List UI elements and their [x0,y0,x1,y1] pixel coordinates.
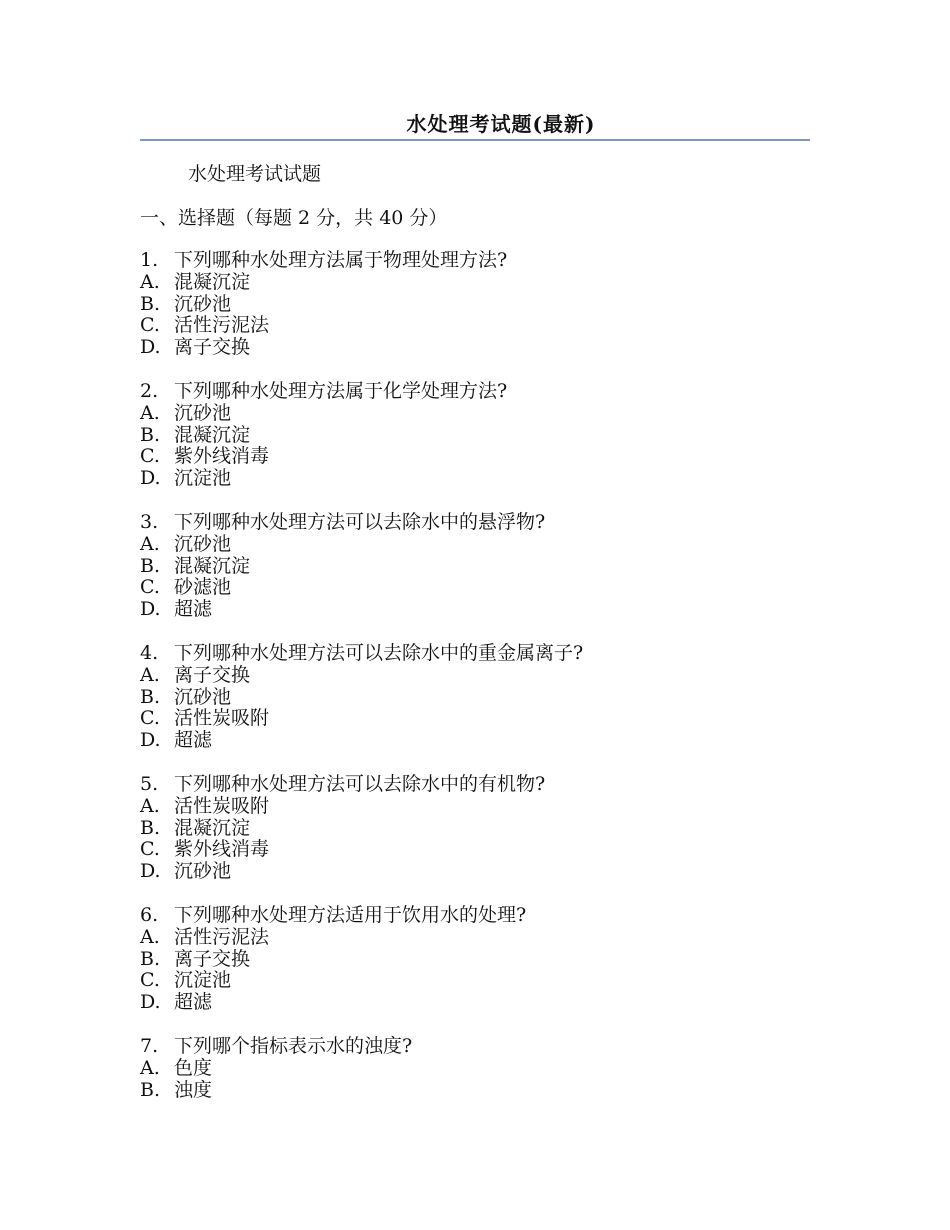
option-text: 离子交换 [174,663,251,686]
answer-option [140,796,810,818]
section-heading: 一、选择题（每题 2 分，共 40 分） [140,207,448,229]
answer-option [140,861,810,883]
question-number: 2. [140,379,159,402]
option-letter: A. [140,794,160,817]
question-item [140,774,810,883]
option-letter: D. [140,729,161,752]
question-list [140,250,810,1101]
answer-option [140,534,810,556]
question-text: 下列哪种水处理方法适用于饮用水的处理? [174,903,527,926]
answer-option [140,577,810,599]
answer-option [140,665,810,687]
answer-option [140,556,810,578]
option-text: 沉淀池 [174,467,232,490]
option-letter: C. [140,707,160,730]
answer-option [140,446,810,468]
document-body [140,160,810,1123]
answer-option [140,294,810,316]
answer-option [140,599,810,621]
option-letter: B. [140,292,161,315]
question-item [140,643,810,752]
question-text: 下列哪种水处理方法可以去除水中的悬浮物? [174,510,546,533]
option-letter: A. [140,401,160,424]
exam-subtitle: 水处理考试试题 [188,163,322,185]
answer-option [140,708,810,730]
option-letter: C. [140,576,160,599]
option-text: 沉淀池 [174,969,232,992]
option-text: 浊度 [174,1078,213,1101]
option-letter: D. [140,991,161,1014]
option-letter: C. [140,314,160,337]
option-text: 沉砂池 [174,860,232,883]
question-number: 6. [140,903,159,926]
option-text: 沉砂池 [174,685,232,708]
question-text-line [140,381,810,403]
answer-option [140,839,810,861]
option-letter: B. [140,816,161,839]
question-number: 7. [140,1034,159,1057]
option-letter: B. [140,423,161,446]
option-letter: D. [140,598,161,621]
option-letter: B. [140,947,161,970]
option-text: 混凝沉淀 [174,270,251,293]
option-letter: A. [140,270,160,293]
option-text: 超滤 [174,991,213,1014]
option-letter: D. [140,336,161,359]
option-letter: D. [140,860,161,883]
option-letter: A. [140,663,160,686]
option-letter: D. [140,467,161,490]
option-text: 离子交换 [174,947,251,970]
question-number: 4. [140,641,159,664]
option-text: 砂滤池 [174,576,232,599]
answer-option [140,730,810,752]
question-text-line [140,512,810,534]
option-text: 活性污泥法 [174,925,270,948]
answer-option [140,687,810,709]
option-text: 混凝沉淀 [174,816,251,839]
question-text: 下列哪种水处理方法可以去除水中的有机物? [174,772,546,795]
answer-option [140,272,810,294]
question-item [140,250,810,359]
question-text: 下列哪个指标表示水的浊度? [174,1034,413,1057]
option-text: 色度 [174,1056,213,1079]
answer-option [140,337,810,359]
option-letter: C. [140,445,160,468]
answer-option [140,1080,810,1102]
answer-option [140,403,810,425]
option-text: 紫外线消毒 [174,838,270,861]
option-letter: B. [140,685,161,708]
question-item [140,381,810,490]
answer-option [140,927,810,949]
question-item [140,512,810,621]
option-letter: A. [140,532,160,555]
document-title: 水处理考试题(最新) [406,112,596,136]
question-text-line [140,774,810,796]
question-number: 1. [140,249,159,271]
option-text: 离子交换 [174,336,251,359]
question-text-line [140,1036,810,1058]
option-letter: C. [140,969,160,992]
answer-option [140,949,810,971]
answer-option [140,468,810,490]
title-underline [140,139,810,141]
answer-option [140,970,810,992]
option-text: 沉砂池 [174,292,232,315]
option-text: 超滤 [174,598,213,621]
question-text: 下列哪种水处理方法可以去除水中的重金属离子? [174,641,584,664]
option-text: 混凝沉淀 [174,423,251,446]
option-text: 紫外线消毒 [174,445,270,468]
option-letter: B. [140,554,161,577]
question-item [140,905,810,1014]
option-text: 活性炭吸附 [174,794,270,817]
option-text: 活性炭吸附 [174,707,270,730]
answer-option [140,425,810,447]
option-letter: C. [140,838,160,861]
question-text: 下列哪种水处理方法属于化学处理方法? [174,379,508,402]
option-letter: B. [140,1078,161,1101]
question-text-line [140,643,810,665]
option-text: 活性污泥法 [174,314,270,337]
question-number: 3. [140,510,159,533]
question-text: 下列哪种水处理方法属于物理处理方法? [174,249,508,271]
option-text: 沉砂池 [174,532,232,555]
answer-option [140,992,810,1014]
option-text: 混凝沉淀 [174,554,251,577]
question-number: 5. [140,772,159,795]
option-letter: A. [140,925,160,948]
option-text: 超滤 [174,729,213,752]
question-text-line [140,250,810,272]
answer-option [140,1058,810,1080]
option-letter: A. [140,1056,160,1079]
answer-option [140,315,810,337]
option-text: 沉砂池 [174,401,232,424]
answer-option [140,818,810,840]
question-item [140,1036,810,1101]
question-text-line [140,905,810,927]
